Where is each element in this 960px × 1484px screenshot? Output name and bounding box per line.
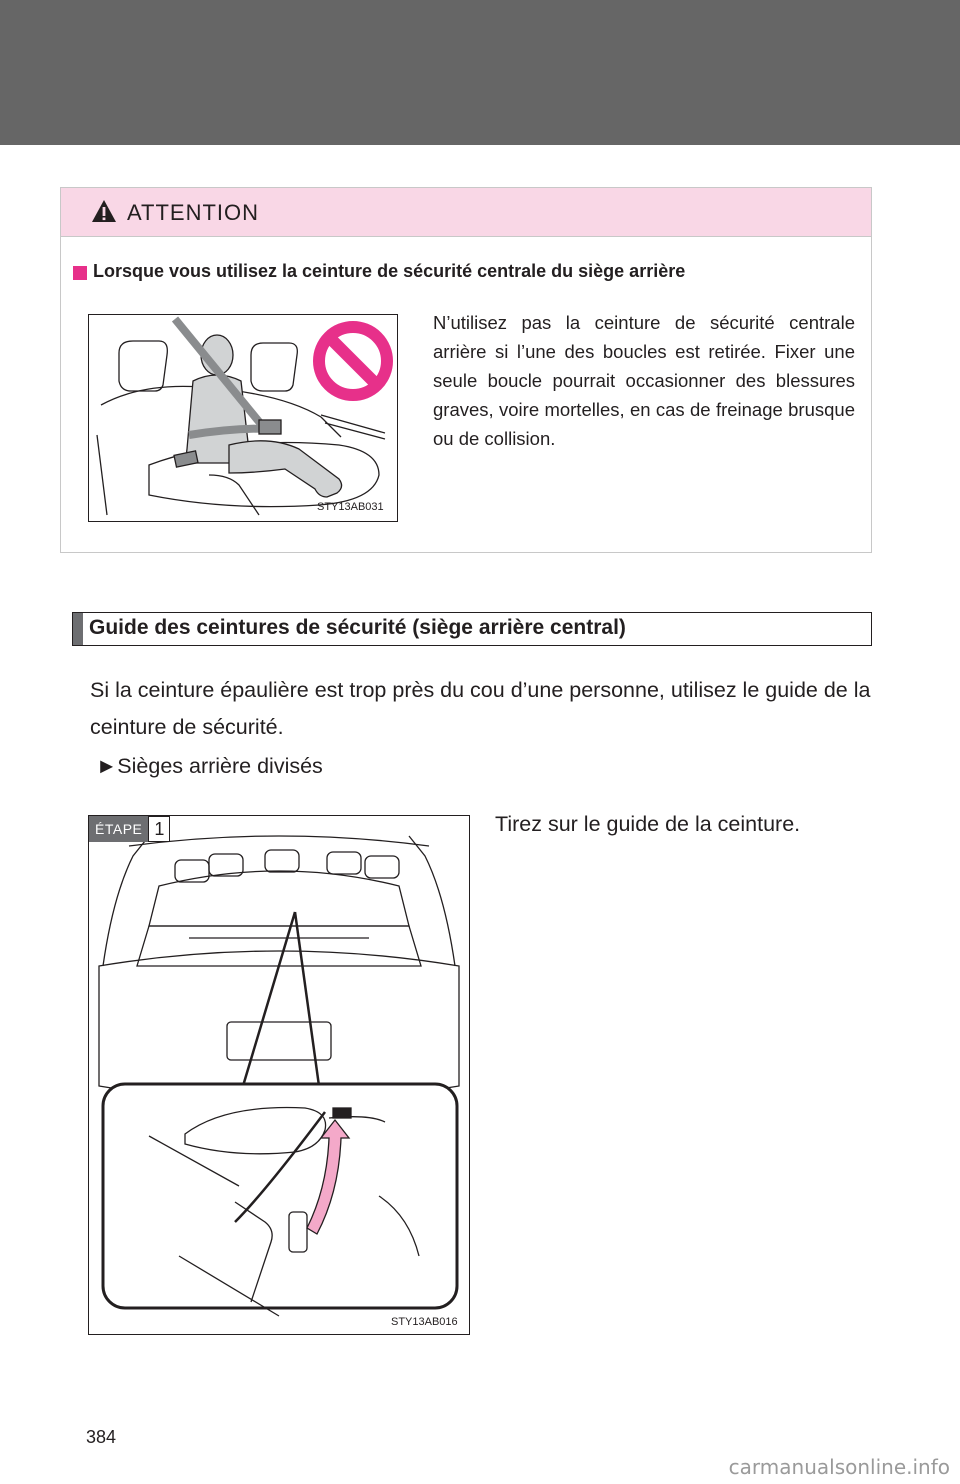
section-heading [72, 612, 872, 646]
section-heading-bar [73, 613, 83, 645]
rear-seat-illustration [88, 314, 398, 522]
figure-code: STY13AB031 [317, 501, 384, 513]
car-rear-drawing [89, 816, 469, 1334]
header-band [0, 0, 960, 145]
square-bullet-icon [73, 266, 87, 280]
attention-box [60, 187, 872, 553]
step-number: 1 [148, 816, 170, 842]
seatbelt-guide-illustration [88, 815, 470, 1335]
triangle-bullet-icon: ► [96, 754, 118, 778]
attention-body: N’utilisez pas la ceinture de sécurité centrale arrière si l’une des boucles est retirée. Fixer une seule boucle pourrait occasionner des blessures graves, voire mortelles, en cas de freinage brusque ou de collision. [433, 312, 855, 449]
step-instruction: Tirez sur le guide de la ceinture. [495, 812, 801, 836]
rear-seat-drawing [89, 315, 397, 521]
attention-subheading: Lorsque vous utilisez la ceinture de sécurité centrale du siège arrière [93, 261, 686, 281]
prohibition-icon [319, 327, 387, 395]
sub-item [96, 754, 323, 779]
figure-code: STY13AB016 [391, 1316, 458, 1328]
section-title: Guide des ceintures de sécurité (siège arrière central) [89, 616, 626, 639]
attention-header [61, 188, 871, 237]
sub-item-label: Sièges arrière divisés [117, 754, 323, 778]
warning-icon [91, 199, 117, 223]
watermark: carmanualsonline.info [728, 1455, 950, 1479]
attention-title: ATTENTION [127, 200, 260, 225]
page-number: 384 [86, 1427, 117, 1447]
step-label: ÉTAPE [89, 816, 148, 842]
step-badge [89, 816, 170, 842]
section-paragraph: Si la ceinture épaulière est trop près du cou d’une personne, utilisez le guide de la ceinture de sécurité. [90, 678, 871, 739]
